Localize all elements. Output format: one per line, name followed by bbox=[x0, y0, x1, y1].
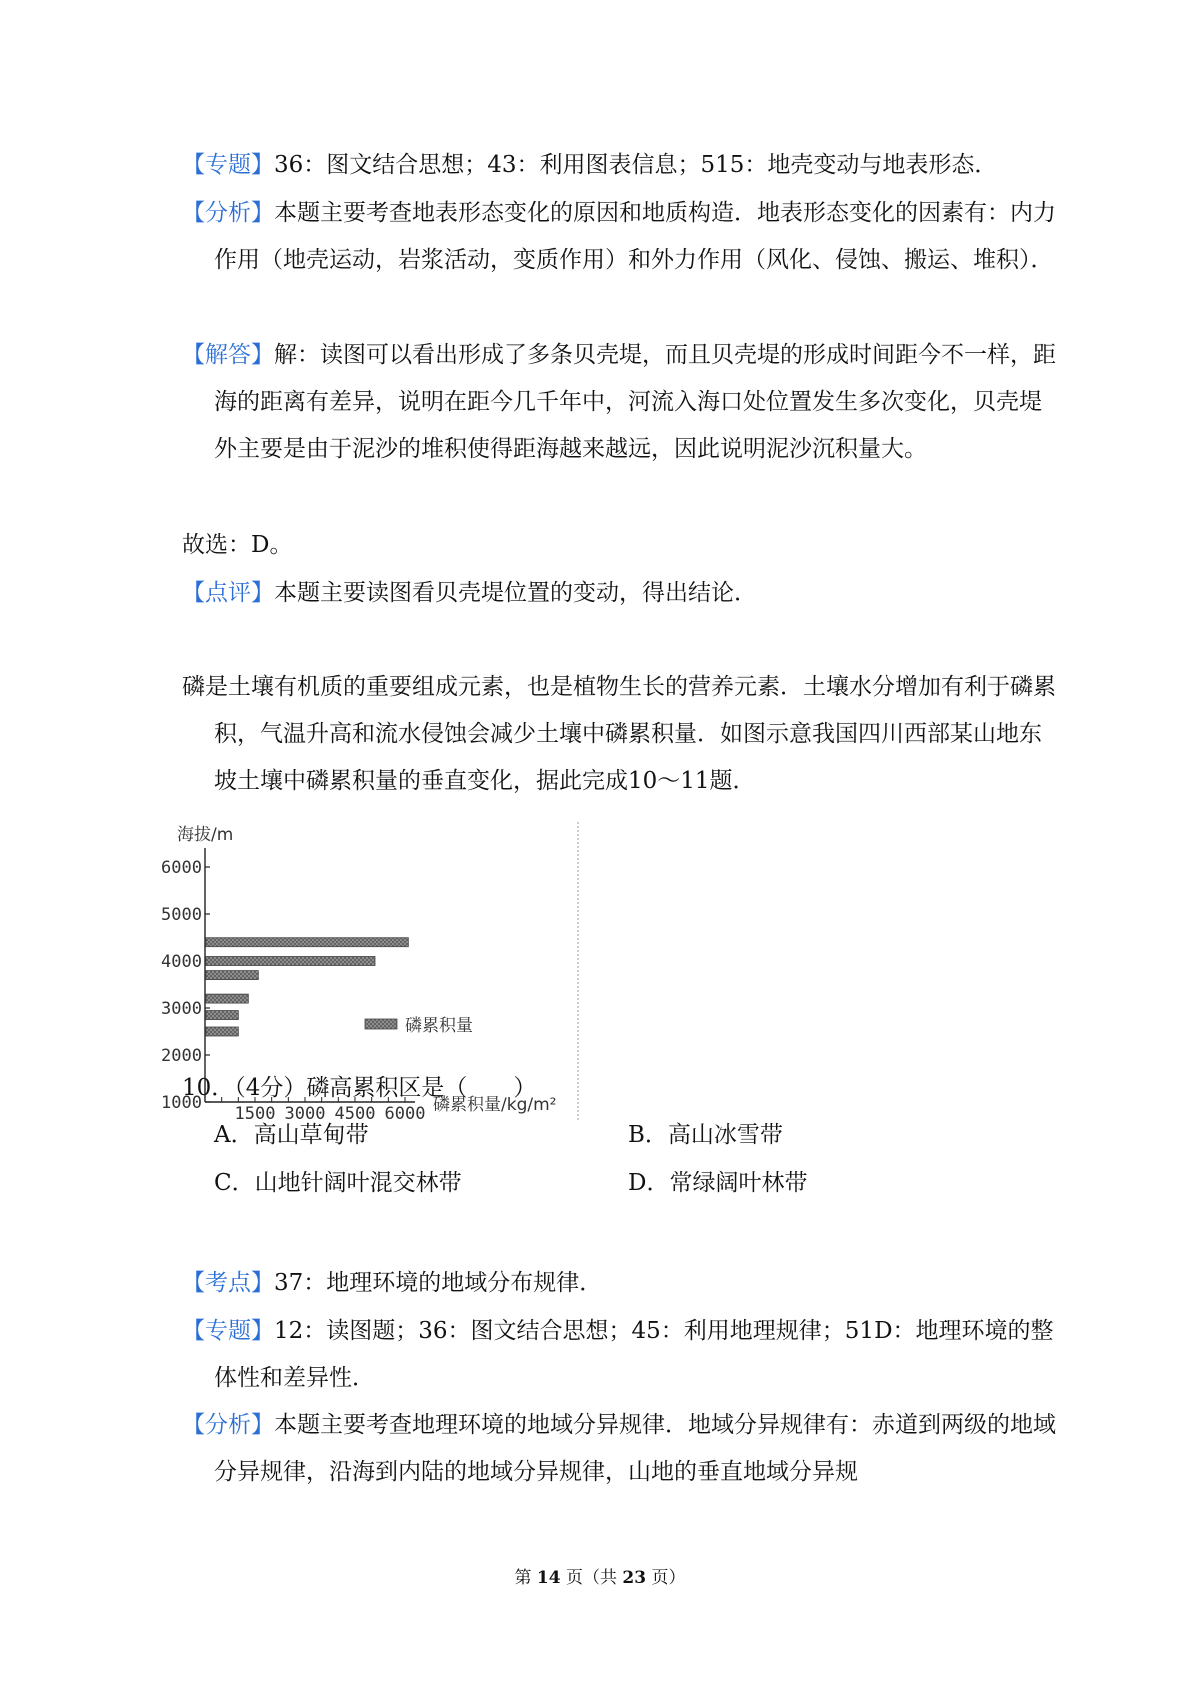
option-d-text: 常绿阔叶林带 bbox=[669, 1170, 808, 1196]
option-c-letter: C． bbox=[214, 1170, 255, 1196]
option-d[interactable] bbox=[628, 1160, 807, 1207]
point-tag: 【考点】 bbox=[182, 1270, 274, 1296]
option-b[interactable] bbox=[628, 1112, 783, 1159]
comment-paragraph bbox=[182, 570, 1060, 617]
bar bbox=[206, 1027, 238, 1036]
analysis2-text: 本题主要考查地理环境的地域分异规律．地域分异规律有：赤道到两级的地域分异规律，沿海到内陆的地域分异规律，山地的垂直地域分异规 bbox=[214, 1412, 1056, 1485]
option-c[interactable] bbox=[214, 1160, 462, 1207]
option-a-text: 高山草甸带 bbox=[253, 1122, 369, 1148]
y-tick-label: 2000 bbox=[161, 1046, 202, 1066]
bar bbox=[206, 994, 248, 1003]
page-footer bbox=[0, 1563, 1200, 1588]
option-a-letter: A． bbox=[214, 1122, 254, 1148]
answer-text: 解：读图可以看出形成了多条贝壳堤，而且贝壳堤的形成时间距今不一样，距海的距离有差异，说明在距今几千年中，河流入海口处位置发生多次变化，贝壳堤外主要是由于泥沙的堆积使得距海越来越远，因此说明泥沙沉积量大。 bbox=[214, 342, 1056, 462]
x-axis-label: 磷累积量/kg/m² bbox=[433, 1095, 557, 1115]
legend-swatch bbox=[365, 1019, 397, 1029]
analysis2-paragraph bbox=[182, 1402, 1060, 1496]
footer-page-number: 14 bbox=[536, 1568, 561, 1588]
question-stem: 10．（4分）磷高累积区是（ ） bbox=[182, 1075, 537, 1101]
x-tick-label: 4500 bbox=[334, 1104, 376, 1124]
y-tick-label: 6000 bbox=[161, 858, 202, 878]
x-tick-label: 3000 bbox=[284, 1104, 326, 1124]
footer-total-pages: 23 bbox=[622, 1568, 647, 1588]
option-b-letter: B． bbox=[628, 1122, 668, 1148]
point-text: 37：地理环境的地域分布规律． bbox=[274, 1270, 603, 1296]
y-tick-label: 3000 bbox=[161, 999, 202, 1019]
y-tick-label: 5000 bbox=[161, 905, 202, 925]
point-paragraph bbox=[182, 1260, 1060, 1307]
answer-paragraph bbox=[182, 332, 1060, 473]
y-tick-label: 1000 bbox=[161, 1093, 202, 1113]
analysis2-tag: 【分析】 bbox=[182, 1412, 274, 1438]
option-a[interactable] bbox=[214, 1112, 369, 1159]
bar bbox=[206, 1011, 238, 1020]
topic-text: 36：图文结合思想；43：利用图表信息；515：地壳变动与地表形态． bbox=[274, 152, 998, 178]
footer-suffix: 页） bbox=[646, 1568, 686, 1588]
footer-middle: 页（共 bbox=[560, 1568, 623, 1588]
chart-legend bbox=[365, 1016, 473, 1036]
comment-tag: 【点评】 bbox=[182, 580, 274, 606]
bar bbox=[206, 938, 408, 947]
option-c-text: 山地针阔叶混交林带 bbox=[254, 1170, 462, 1196]
topic2-text: 12：读图题；36：图文结合思想；45：利用地理规律；51D：地理环境的整体性和差异性． bbox=[214, 1318, 1054, 1391]
legend-label: 磷累积量 bbox=[405, 1016, 473, 1036]
intro-paragraph: 磷是土壤有机质的重要组成元素，也是植物生长的营养元素．土壤水分增加有利于磷累积，气温升高和流水侵蚀会减少土壤中磷累积量．如图示意我国四川西部某山地东坡土壤中磷累积量的垂直变化，据此完成10～11题． bbox=[182, 674, 1056, 794]
topic2-tag: 【专题】 bbox=[182, 1318, 274, 1344]
analysis-text: 本题主要考查地表形态变化的原因和地质构造．地表形态变化的因素有：内力作用（地壳运动，岩浆活动，变质作用）和外力作用（风化、侵蚀、搬运、堆积）． bbox=[214, 200, 1056, 273]
y-axis-label: 海拔/m bbox=[177, 825, 234, 845]
analysis-tag: 【分析】 bbox=[182, 200, 274, 226]
bar bbox=[206, 957, 375, 966]
y-tick-label: 4000 bbox=[161, 952, 202, 972]
topic-tag: 【专题】 bbox=[182, 152, 274, 178]
topic-paragraph bbox=[182, 142, 1060, 189]
bar bbox=[206, 971, 258, 980]
choice-line: 故选：D。 bbox=[182, 532, 293, 558]
option-b-text: 高山冰雪带 bbox=[667, 1122, 783, 1148]
answer-tag: 【解答】 bbox=[182, 342, 274, 368]
analysis-paragraph bbox=[182, 190, 1060, 284]
topic2-paragraph bbox=[182, 1308, 1060, 1402]
comment-text: 本题主要读图看贝壳堤位置的变动，得出结论． bbox=[274, 580, 757, 606]
option-d-letter: D． bbox=[628, 1170, 670, 1196]
x-tick-label: 6000 bbox=[384, 1104, 426, 1124]
footer-prefix: 第 bbox=[514, 1568, 537, 1588]
x-tick-label: 1500 bbox=[234, 1104, 276, 1124]
